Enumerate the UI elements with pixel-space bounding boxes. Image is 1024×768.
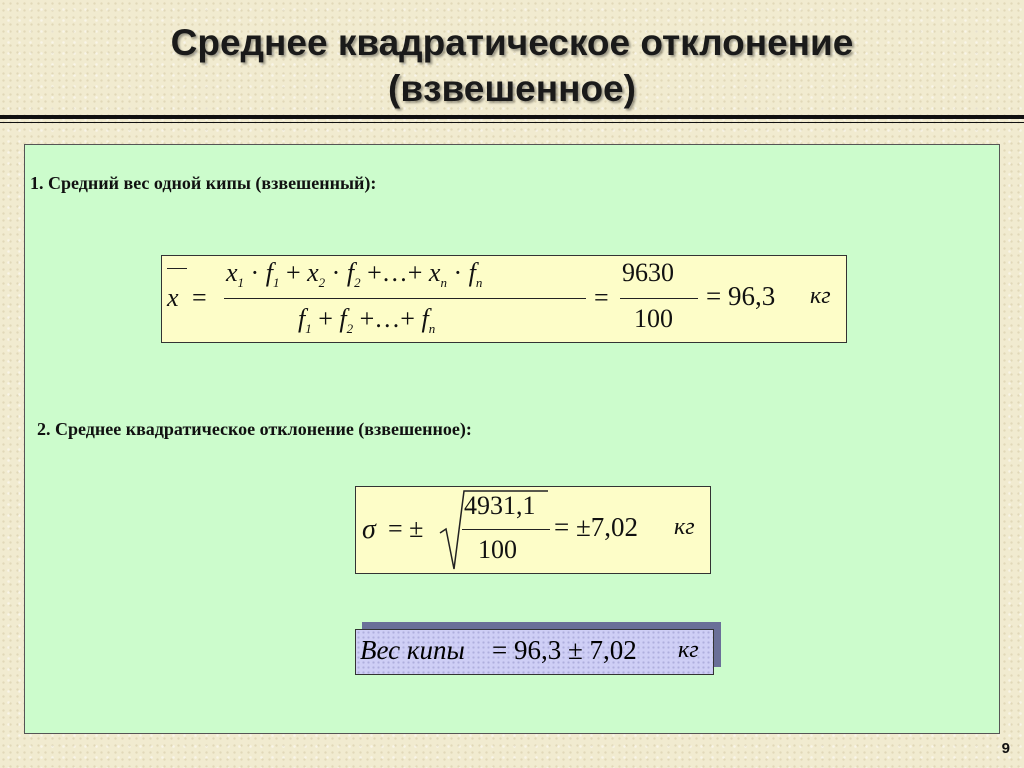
equals-sign-2: = — [594, 283, 609, 312]
result-box — [355, 629, 714, 675]
sub-1: 1 — [305, 321, 312, 337]
var-f2: f — [346, 258, 355, 287]
mean-symbol: x — [167, 283, 179, 312]
sub-1: 1 — [272, 275, 280, 291]
title-underline-thick — [0, 115, 1024, 119]
plus-minus-prefix: = ± — [388, 514, 424, 543]
var-x1: x — [226, 258, 238, 287]
step2-label: 2. Среднее квадратическое отклонение (взвешенное): — [37, 419, 472, 439]
variance-sum: 4931,1 — [464, 491, 536, 520]
unit-kg-3: кг — [678, 637, 699, 663]
var-x2: x — [307, 258, 319, 287]
mean-denominator — [298, 304, 435, 337]
stddev-result: = ±7,02 — [554, 512, 639, 542]
mean-numerator — [226, 258, 482, 291]
overline-bar — [167, 268, 187, 269]
sub-n: n — [475, 275, 483, 291]
ellipsis-op: +…+ — [359, 304, 415, 333]
var-xn: x — [428, 258, 441, 287]
unit-kg-2: кг — [674, 514, 695, 540]
mean-result: = 96,3 — [706, 281, 776, 311]
count-value: 100 — [634, 304, 673, 333]
mean-formula — [161, 255, 847, 343]
sigma-symbol: σ — [362, 514, 376, 545]
plus-op: + — [285, 258, 301, 287]
sub-2: 2 — [318, 275, 326, 291]
var-f1: f — [298, 304, 306, 333]
sub-1: 1 — [237, 275, 245, 291]
title-underline-thin — [0, 122, 1024, 123]
plus-op: + — [318, 304, 333, 333]
sub-n: n — [428, 321, 436, 337]
fraction-bar — [224, 298, 586, 299]
count-value-2: 100 — [478, 535, 517, 564]
ellipsis-op: +…+ — [367, 258, 423, 287]
sum-value: 9630 — [622, 258, 674, 287]
fraction-bar-2 — [620, 298, 698, 299]
equals-sign: = — [192, 283, 207, 312]
unit-kg: кг — [810, 283, 831, 309]
slide-title-line-1: Среднее квадратическое отклонение — [170, 22, 854, 63]
page-number: 9 — [1001, 740, 1010, 757]
var-f1: f — [265, 258, 273, 287]
sub-2: 2 — [346, 321, 354, 337]
dot-op: · — [331, 258, 341, 287]
slide-title — [0, 20, 1024, 112]
var-fn: f — [468, 258, 476, 287]
result-label: Вес кипы — [360, 635, 465, 665]
var-fn: f — [421, 304, 429, 333]
var-f2: f — [339, 304, 347, 333]
result-expression: = 96,3 ± 7,02 — [492, 635, 637, 665]
slide-title-line-2: (взвешенное) — [388, 68, 636, 109]
step1-label: 1. Средний вес одной кипы (взвешенный): — [30, 173, 377, 193]
fraction-bar-3 — [462, 529, 550, 530]
stddev-formula — [355, 486, 711, 574]
sub-n: n — [440, 275, 447, 291]
sub-2: 2 — [354, 275, 361, 291]
dot-op: · — [453, 258, 463, 287]
dot-op: · — [250, 258, 260, 287]
